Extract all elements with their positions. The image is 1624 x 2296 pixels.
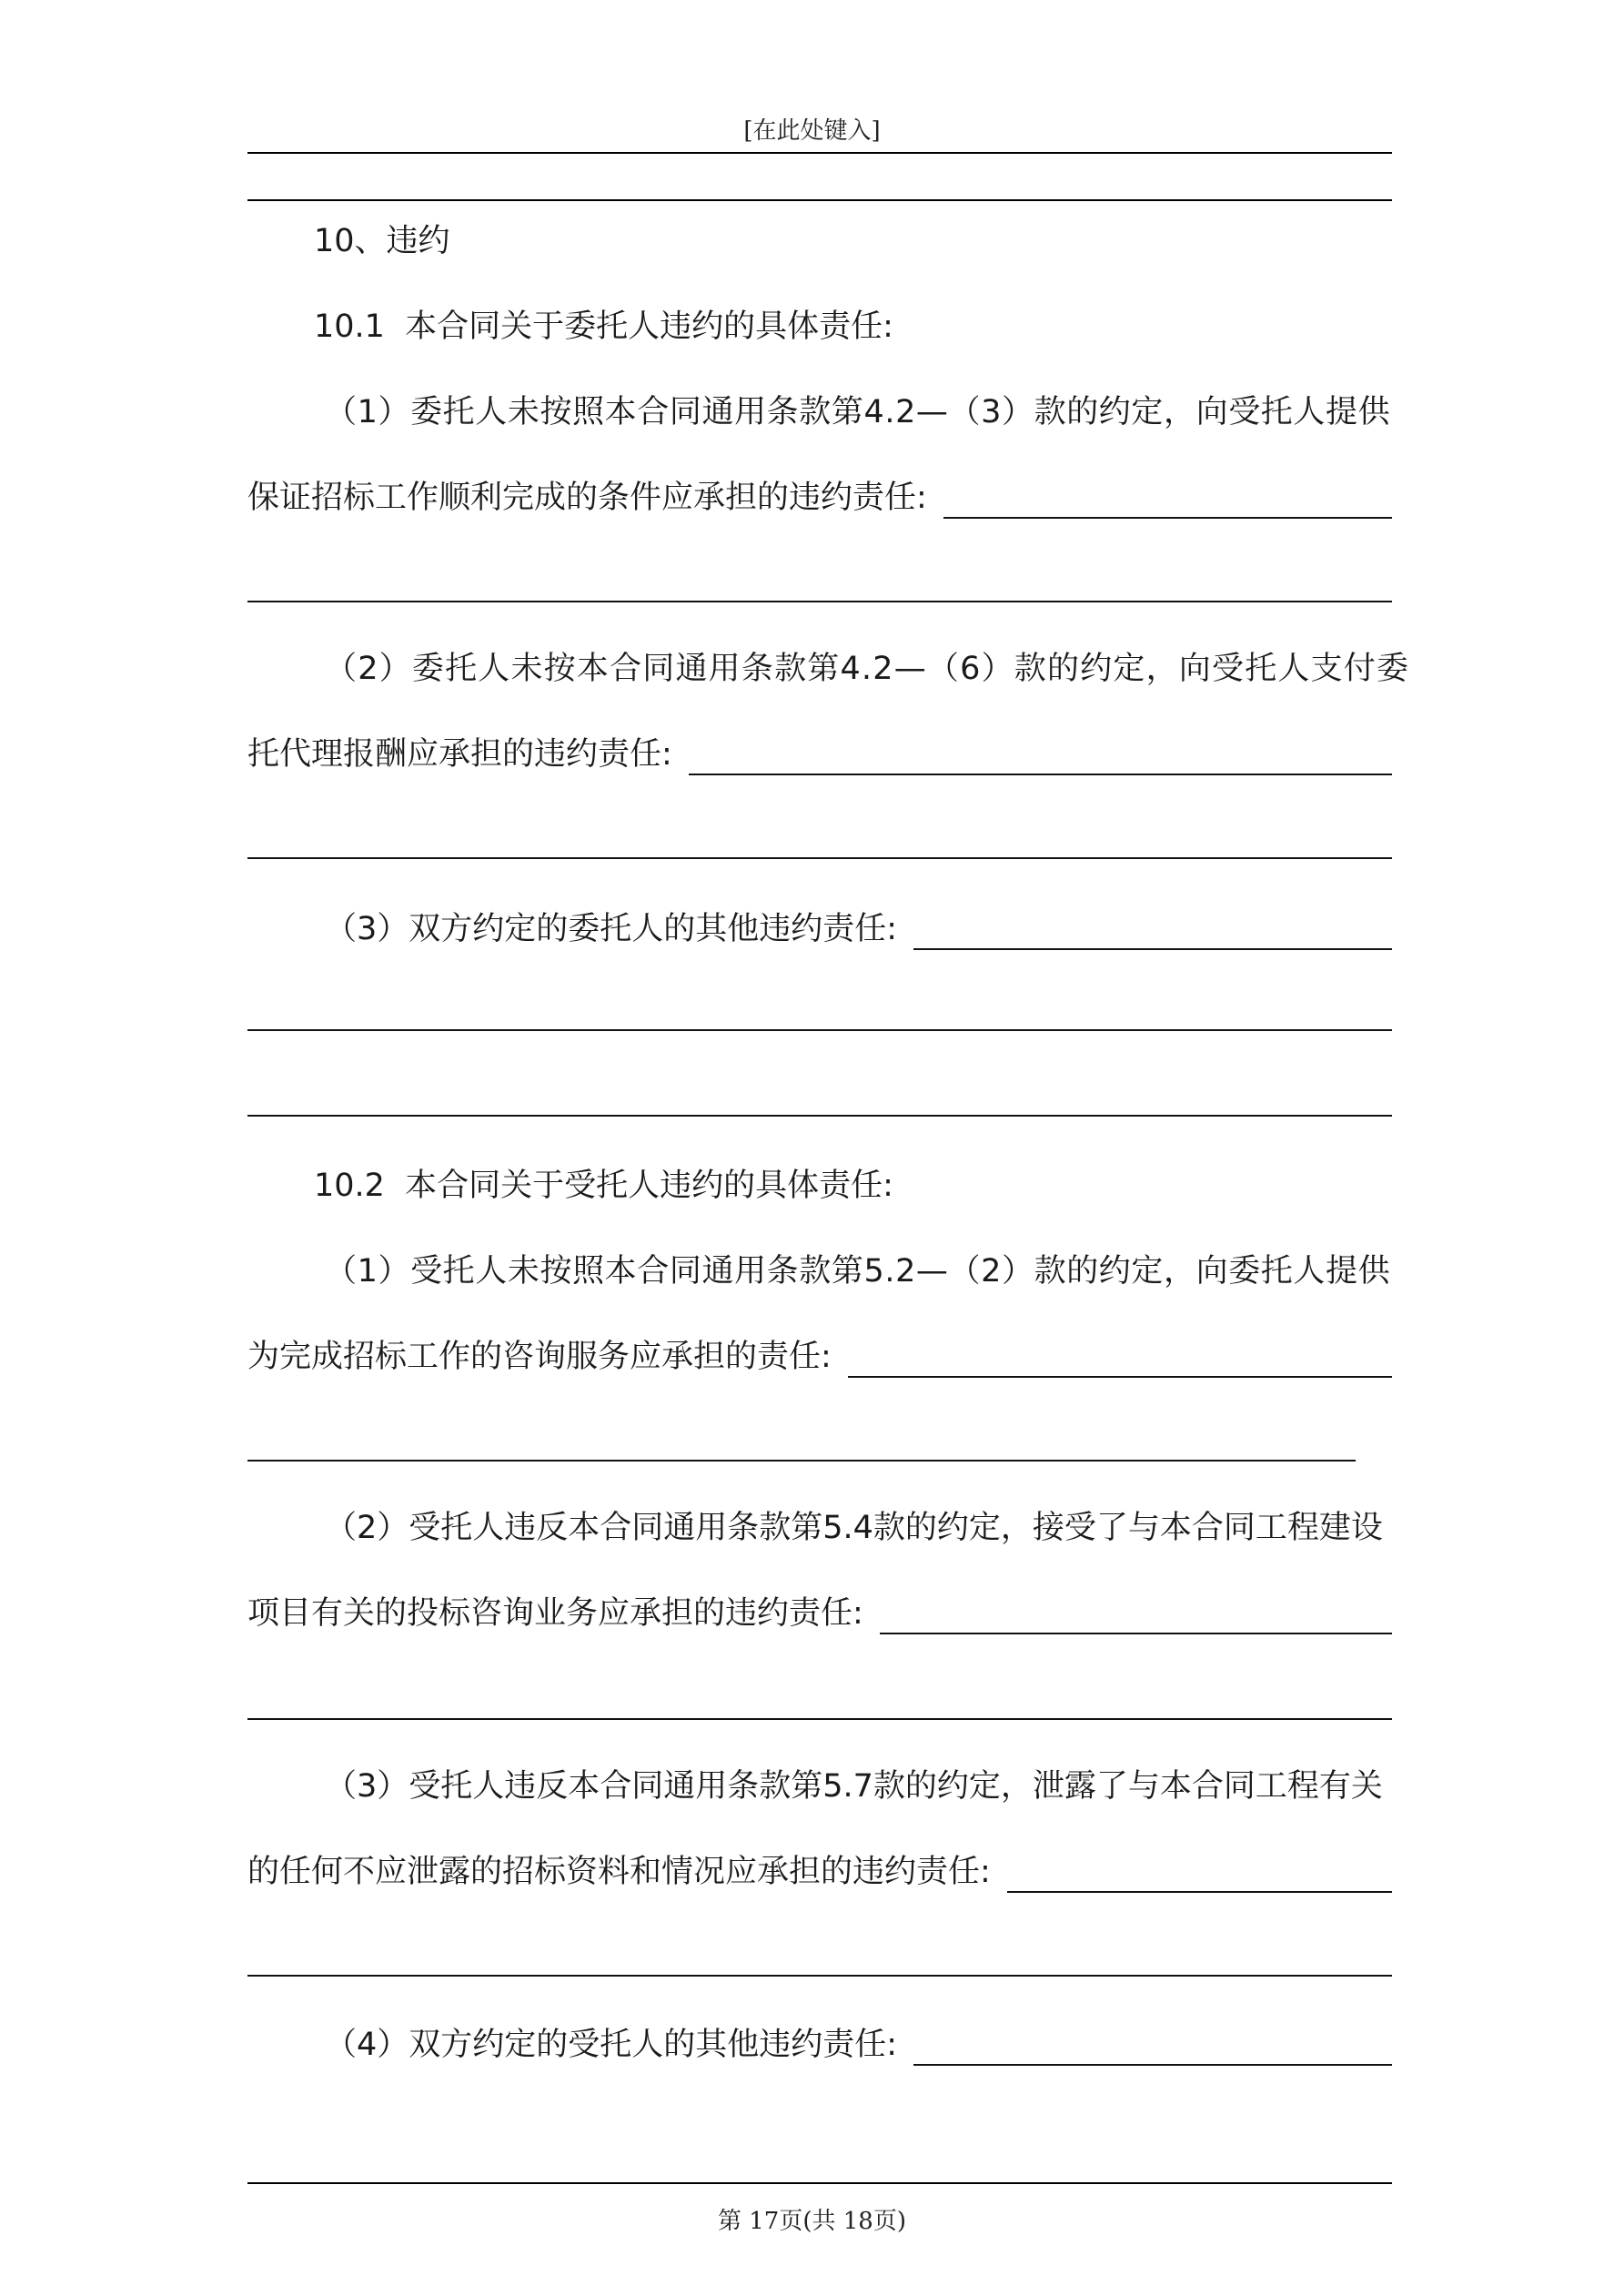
- fill-in-blank-line[interactable]: [247, 857, 1392, 859]
- fill-in-blank[interactable]: [913, 914, 1392, 950]
- clause-10-2-heading: 10.2 本合同关于受托人违约的具体责任:: [314, 1168, 893, 1204]
- fill-in-blank[interactable]: [848, 1341, 1392, 1378]
- fill-in-blank-line[interactable]: [247, 1718, 1392, 1720]
- fill-in-blank-line[interactable]: [247, 1975, 1392, 1977]
- clause-10-1-1-line2: 保证招标工作顺利完成的条件应承担的违约责任:: [247, 477, 1392, 519]
- clause-10-1-2-line1: （2）委托人未按本合同通用条款第4.2—（6）款的约定，向受托人支付委: [325, 651, 1410, 687]
- fill-in-blank-line[interactable]: [247, 1460, 1356, 1462]
- clause-10-1-3: （3）双方约定的委托人的其他违约责任:: [325, 908, 1392, 950]
- fill-in-blank[interactable]: [1007, 1856, 1392, 1893]
- clause-10-1-2-line2: 托代理报酬应承担的违约责任:: [247, 733, 1392, 775]
- fill-in-blank-line[interactable]: [247, 601, 1392, 602]
- fill-in-blank[interactable]: [689, 739, 1392, 775]
- page-header: [在此处键入]: [743, 117, 881, 145]
- fill-in-blank-line[interactable]: [247, 1115, 1392, 1117]
- clause-10-2-3-line1: （3）受托人违反本合同通用条款第5.7款的约定，泄露了与本合同工程有关: [325, 1768, 1383, 1805]
- fill-in-blank[interactable]: [943, 482, 1392, 519]
- section-heading: 10、违约: [314, 223, 450, 259]
- clause-10-1-1-line1: （1）委托人未按照本合同通用条款第4.2—（3）款的约定，向受托人提供: [325, 394, 1391, 430]
- top-rule: [247, 199, 1392, 201]
- clause-10-2-1-line1: （1）受托人未按照本合同通用条款第5.2—（2）款的约定，向委托人提供: [325, 1253, 1391, 1290]
- footer-rule: [247, 2182, 1392, 2184]
- clause-10-2-1-line2: 为完成招标工作的咨询服务应承担的责任:: [247, 1336, 1392, 1378]
- fill-in-blank-line[interactable]: [247, 1029, 1392, 1031]
- clause-10-2-2-line1: （2）受托人违反本合同通用条款第5.4款的约定，接受了与本合同工程建设: [325, 1510, 1383, 1546]
- clause-10-1-heading: 10.1 本合同关于委托人违约的具体责任:: [314, 308, 893, 345]
- header-rule: [247, 152, 1392, 154]
- page-footer: 第 17页(共 18页): [718, 2208, 906, 2235]
- fill-in-blank[interactable]: [880, 1598, 1392, 1634]
- clause-10-2-3-line2: 的任何不应泄露的招标资料和情况应承担的违约责任:: [247, 1851, 1392, 1893]
- fill-in-blank[interactable]: [913, 2029, 1392, 2066]
- clause-10-2-2-line2: 项目有关的投标咨询业务应承担的违约责任:: [247, 1593, 1392, 1634]
- clause-10-2-4: （4）双方约定的受托人的其他违约责任:: [325, 2024, 1392, 2066]
